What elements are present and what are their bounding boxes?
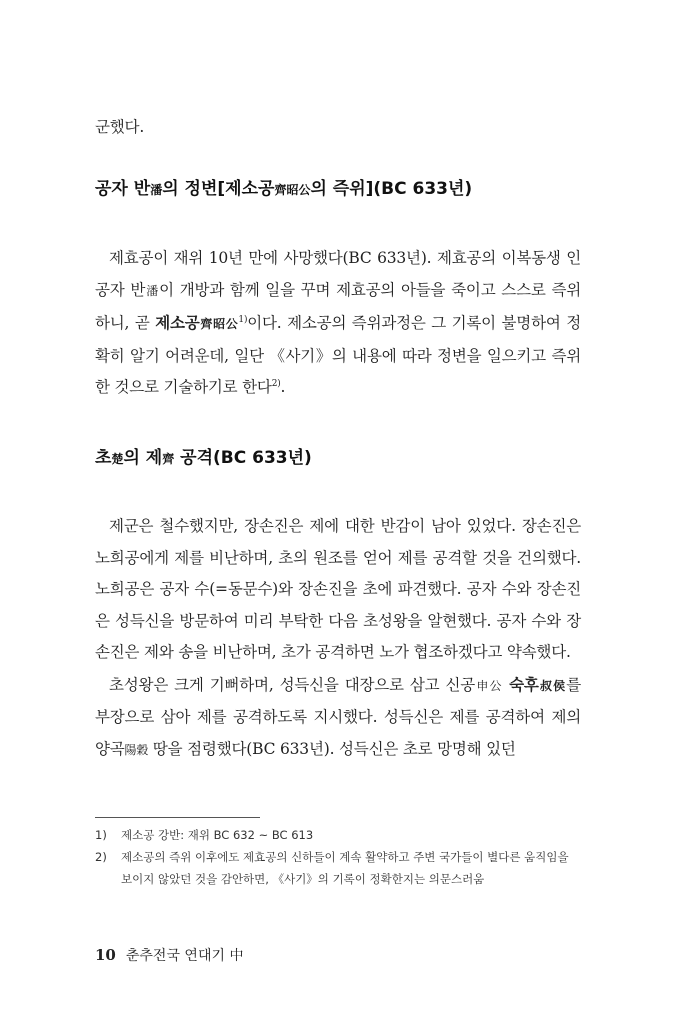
text-run: 초성왕은 크게 기뻐하며, 성득신을 대장으로 삼고 신공 <box>109 675 476 694</box>
footnote-number: 2) <box>95 850 107 864</box>
emphasized-name: 숙후 <box>502 674 539 694</box>
paragraph: 군했다. <box>95 118 145 136</box>
footnote-1 <box>95 824 581 846</box>
text-run: 를 부장으로 삼아 제를 공격하도록 지시했다. 성득신은 제를 공격하여 제의 양곡 <box>95 675 581 758</box>
emphasized-name: 제소공 <box>155 313 200 332</box>
footnotes <box>95 824 581 890</box>
hanja-annotation: 齊昭公 <box>199 317 239 331</box>
footnote-ref-1[interactable]: 1) <box>238 314 248 325</box>
opening-line <box>95 112 581 144</box>
footnote-text: 제소공 강반: 재위 BC 632 ~ BC 613 <box>121 828 314 842</box>
hanja-annotation: 潘 <box>150 183 163 197</box>
hanja-annotation: 楚 <box>111 452 124 466</box>
section-heading-1 <box>95 177 595 202</box>
text-run: . <box>280 378 286 396</box>
hanja-annotation: 陽穀 <box>124 742 149 757</box>
paragraph: 제군은 철수했지만, 장손진은 제에 대한 반감이 남아 있었다. 장손진은 노희공에게 제를 비난하며, 초의 원조를 얻어 제를 공격할 것을 건의했다. 노희공은 공자 수(=동문수)와 장손진을 초에 파견했다. 공자 수와 장손진은 성득신을 방문하여 미리 부탁한 다음 초성왕을 알현했다. 공자 수와 장손진은 제와 송을 비난하며, 초가 공격하면 노가 협조하겠다고 약속했다. <box>95 517 581 661</box>
hanja-annotation: 叔侯 <box>538 678 567 693</box>
heading-text: 공자 반 <box>95 179 151 199</box>
heading-text: 의 정변[제소공 <box>162 179 275 199</box>
page-number: 10 <box>95 946 116 964</box>
heading-text: 공격(BC 633년) <box>174 448 312 468</box>
section-heading-2 <box>95 446 595 471</box>
footnote-text: 제소공의 즉위 이후에도 제효공의 신하들이 계속 활약하고 주변 국가들이 별다른 움직임을 보이지 않았던 것을 감안하면, 《사기》의 기록이 정확한지는 의문스러움 <box>121 850 569 886</box>
heading-text: 의 즉위](BC 633년) <box>310 179 473 199</box>
text-run: 땅을 점령했다(BC 633년). 성득신은 초로 망명해 있던 <box>148 739 516 758</box>
heading-text: 의 제 <box>123 448 163 468</box>
text-run: 이다. 제소공의 즉위과정은 그 기록이 불명하여 정확히 알기 어려운데, 일단 《사기》의 내용에 따라 정변을 일으키고 즉위한 것으로 기술하기로 한다 <box>95 314 581 396</box>
footnote-number: 1) <box>95 828 107 842</box>
page-footer <box>95 945 243 965</box>
text-run: 제효공이 재위 10년 만에 사망했다(BC 633년). 제효공의 이복동생 인 공자 반 <box>95 249 581 299</box>
section2-body <box>95 511 581 766</box>
running-title: 춘추전국 연대기 中 <box>125 948 244 964</box>
text-run: 이 개방과 함께 일을 꾸며 제효공의 아들을 죽이고 스스로 즉위하니, 곧 <box>95 280 581 332</box>
paragraph <box>95 243 581 404</box>
paragraph <box>95 669 581 767</box>
heading-text: 초 <box>95 448 112 468</box>
section1-body <box>95 243 581 404</box>
hanja-annotation: 潘 <box>145 283 160 298</box>
footnote-ref-2[interactable]: 2) <box>271 378 281 389</box>
footnote-divider <box>95 817 260 818</box>
hanja-annotation: 齊 <box>162 452 175 466</box>
hanja-annotation: 申公 <box>475 678 503 693</box>
hanja-annotation: 齊昭公 <box>274 183 311 197</box>
footnote-2 <box>95 846 581 890</box>
